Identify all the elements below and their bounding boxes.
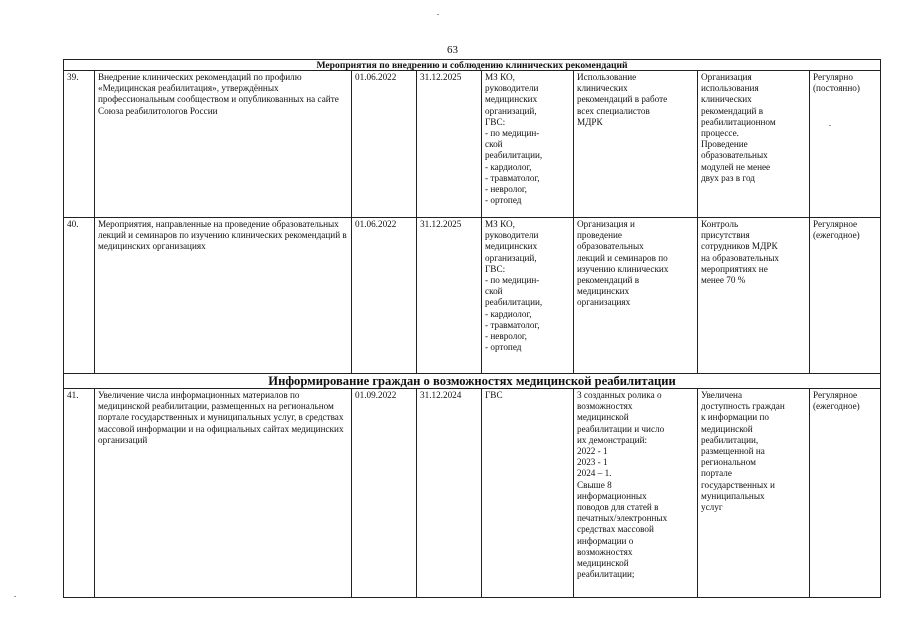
end-date-cell: 31.12.2025 bbox=[417, 218, 482, 374]
scan-speck bbox=[14, 596, 16, 597]
indicator-cell: Организация использования клинических рекомендаций в реабилитационном процессе. Проведение образовательных модулей не менее двух раз в год bbox=[698, 71, 810, 218]
start-date-cell: 01.09.2022 bbox=[352, 389, 417, 598]
section-title: Информирование граждан о возможностях медицинской реабилитации bbox=[64, 374, 881, 389]
responsible-cell: МЗ КО, руководители медицинских организаций, ГВС: - по медицин- ской реабилитации, - кардиолог, - травматолог, - невролог, - ортопед bbox=[482, 71, 574, 218]
row-number: 41. bbox=[64, 389, 95, 598]
result-cell: Использование клинических рекомендаций в работе всех специалистов МДРК bbox=[574, 71, 698, 218]
event-cell: Мероприятия, направленные на проведение образовательных лекций и семинаров по изучению клинических рекомендаций в медицинских организациях bbox=[95, 218, 352, 374]
indicator-cell: Увеличена доступность граждан к информации по медицинской реабилитации, размещенной на региональном портале государственных и муниципальных услуг bbox=[698, 389, 810, 598]
scan-speck bbox=[437, 14, 439, 15]
start-date-cell: 01.06.2022 bbox=[352, 71, 417, 218]
result-cell: 3 созданных ролика о возможностях медицинской реабилитации и число их демонстраций: 2022 - 1 2023 - 1 2024 – 1. Свыше 8 информационных поводов для статей в печатных/электронных средствах массовой информации о возможностях медицинской реабилитации; bbox=[574, 389, 698, 598]
frequency-cell: Регулярное (ежегодное) bbox=[810, 218, 881, 374]
scan-speck bbox=[829, 125, 831, 126]
table-row bbox=[64, 71, 881, 218]
end-date-cell: 31.12.2024 bbox=[417, 389, 482, 598]
end-date-cell: 31.12.2025 bbox=[417, 71, 482, 218]
start-date-cell: 01.06.2022 bbox=[352, 218, 417, 374]
responsible-cell: ГВС bbox=[482, 389, 574, 598]
result-cell: Организация и проведение образовательных лекций и семинаров по изучению клинических рекомендаций в медицинских организациях bbox=[574, 218, 698, 374]
row-number: 39. bbox=[64, 71, 95, 218]
row-number: 40. bbox=[64, 218, 95, 374]
frequency-cell: Регулярно (постоянно) bbox=[810, 71, 881, 218]
indicator-cell: Контроль присутствия сотрудников МДРК на образовательных мероприятиях не менее 70 % bbox=[698, 218, 810, 374]
table-row bbox=[64, 218, 881, 374]
responsible-cell: МЗ КО, руководители медицинских организаций, ГВС: - по медицин- ской реабилитации, - кардиолог, - травматолог, - невролог, - ортопед bbox=[482, 218, 574, 374]
event-cell: Внедрение клинических рекомендаций по профилю «Медицинская реабилитация», утверждённых профессиональным сообществом и опубликованных на сайте Союза реабилитологов России bbox=[95, 71, 352, 218]
event-cell: Увеличение числа информационных материалов по медицинской реабилитации, размещенных на региональном портале государственных и муниципальных услуг, в средствах массовой информации и на официальных сайтах медицинских организаций bbox=[95, 389, 352, 598]
activities-table bbox=[63, 59, 881, 598]
page-number: 63 bbox=[447, 44, 458, 56]
section-header-row bbox=[64, 374, 881, 389]
section-header-row bbox=[64, 60, 881, 71]
section-title: Мероприятия по внедрению и соблюдению клинических рекомендаций bbox=[64, 60, 881, 71]
table-row bbox=[64, 389, 881, 598]
frequency-cell: Регулярное (ежегодное) bbox=[810, 389, 881, 598]
